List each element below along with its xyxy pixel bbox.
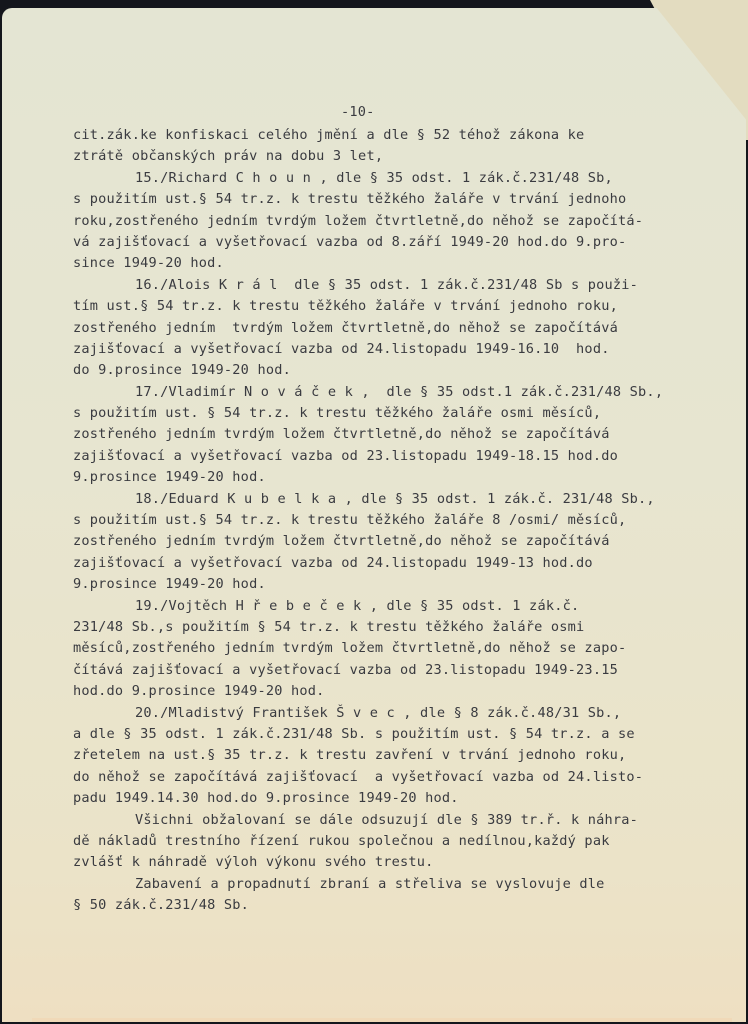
text-line: dě nákladů trestního řízení rukou společnou a nedílnou,každý pak [73,832,610,849]
text-line: Zabavení a propadnutí zbraní a střeliva se vyslovuje dle [135,875,605,892]
typewritten-text [73,99,693,916]
text-line: roku,zostřeného jedním tvrdým ložem čtvrtletně,do něhož se započítá- [73,212,644,229]
text-line: do 9.prosince 1949-20 hod. [73,362,291,379]
text-line: padu 1949.14.30 hod.do 9.prosince 1949-20 hod. [73,790,459,807]
text-line: zostřeného jedním tvrdým ložem čtvrtletně,do něhož se započítává [73,319,618,336]
text-line: do něhož se započítává zajišťovací a vyšetřovací vazba od 24.listo- [73,768,644,785]
text-line: 17./Vladimír N o v á č e k , dle § 35 odst.1 zák.č.231/48 Sb., [135,383,664,400]
text-line: zajišťovací a vyšetřovací vazba od 23.listopadu 1949-18.15 hod.do [73,447,618,464]
text-line: 231/48 Sb.,s použitím § 54 tr.z. k trestu těžkého žaláře osmi [73,618,585,635]
text-line: 15./Richard C h o u n , dle § 35 odst. 1 zák.č.231/48 Sb, [135,169,613,186]
text-line: zostřeného jedním tvrdým ložem čtvrtletně,do něhož se započítává [73,426,610,443]
text-line: zostřeného jedním tvrdým ložem čtvrtletně,do něhož se započítává [73,533,610,550]
page-number: -10- [341,104,375,120]
text-line: 19./Vojtěch H ř e b e č e k , dle § 35 odst. 1 zák.č. [135,597,580,614]
text-line: 20./Mladistvý František Š v e c , dle § 8 zák.č.48/31 Sb., [135,704,622,721]
text-line: § 50 zák.č.231/48 Sb. [73,897,250,914]
text-line: zvlášť k náhradě výloh výkonu svého trestu. [73,854,434,871]
text-line: čítává zajišťovací a vyšetřovací vazba od 23.listopadu 1949-23.15 [73,661,618,678]
text-line: ztrátě občanských práv na dobu 3 let, [73,148,384,165]
page-edge [32,1018,732,1022]
text-line: měsíců,zostřeného jedním tvrdým ložem čtvrtletně,do něhož se zapo- [73,640,627,657]
text-line: hod.do 9.prosince 1949-20 hod. [73,683,325,700]
text-line: zajišťovací a vyšetřovací vazba od 24.listopadu 1949-13 hod.do [73,554,593,571]
text-line: tím ust.§ 54 tr.z. k trestu těžkého žaláře v trvání jednoho roku, [73,298,618,315]
text-line: s použitím ust.§ 54 tr.z. k trestu těžkého žaláře v trvání jednoho [73,191,627,208]
text-line: since 1949-20 hod. [73,255,224,272]
text-line: 18./Eduard K u b e l k a , dle § 35 odst. 1 zák.č. 231/48 Sb., [135,490,655,507]
text-line: 16./Alois K r á l dle § 35 odst. 1 zák.č.231/48 Sb s použi- [135,276,639,293]
text-line: s použitím ust. § 54 tr.z. k trestu těžkého žaláře osmi měsíců, [73,405,602,422]
text-line: a dle § 35 odst. 1 zák.č.231/48 Sb. s použitím ust. § 54 tr.z. a se [73,725,635,742]
text-line: zřetelem na ust.§ 35 tr.z. k trestu zavření v trvání jednoho roku, [73,747,627,764]
text-lines [73,125,693,916]
text-line: Všichni obžalovaní se dále odsuzují dle § 389 tr.ř. k náhra- [135,811,639,828]
text-line: 9.prosince 1949-20 hod. [73,576,266,593]
text-line: s použitím ust.§ 54 tr.z. k trestu těžkého žaláře 8 /osmi/ měsíců, [73,512,627,529]
text-line: cit.zák.ke konfiskaci celého jmění a dle § 52 téhož zákona ke [73,127,585,143]
text-line: 9.prosince 1949-20 hod. [73,469,266,486]
text-line: vá zajišťovací a vyšetřovací vazba od 8.září 1949-20 hod.do 9.pro- [73,233,627,250]
text-line: zajišťovací a vyšetřovací vazba od 24.listopadu 1949-16.10 hod. [73,340,610,357]
